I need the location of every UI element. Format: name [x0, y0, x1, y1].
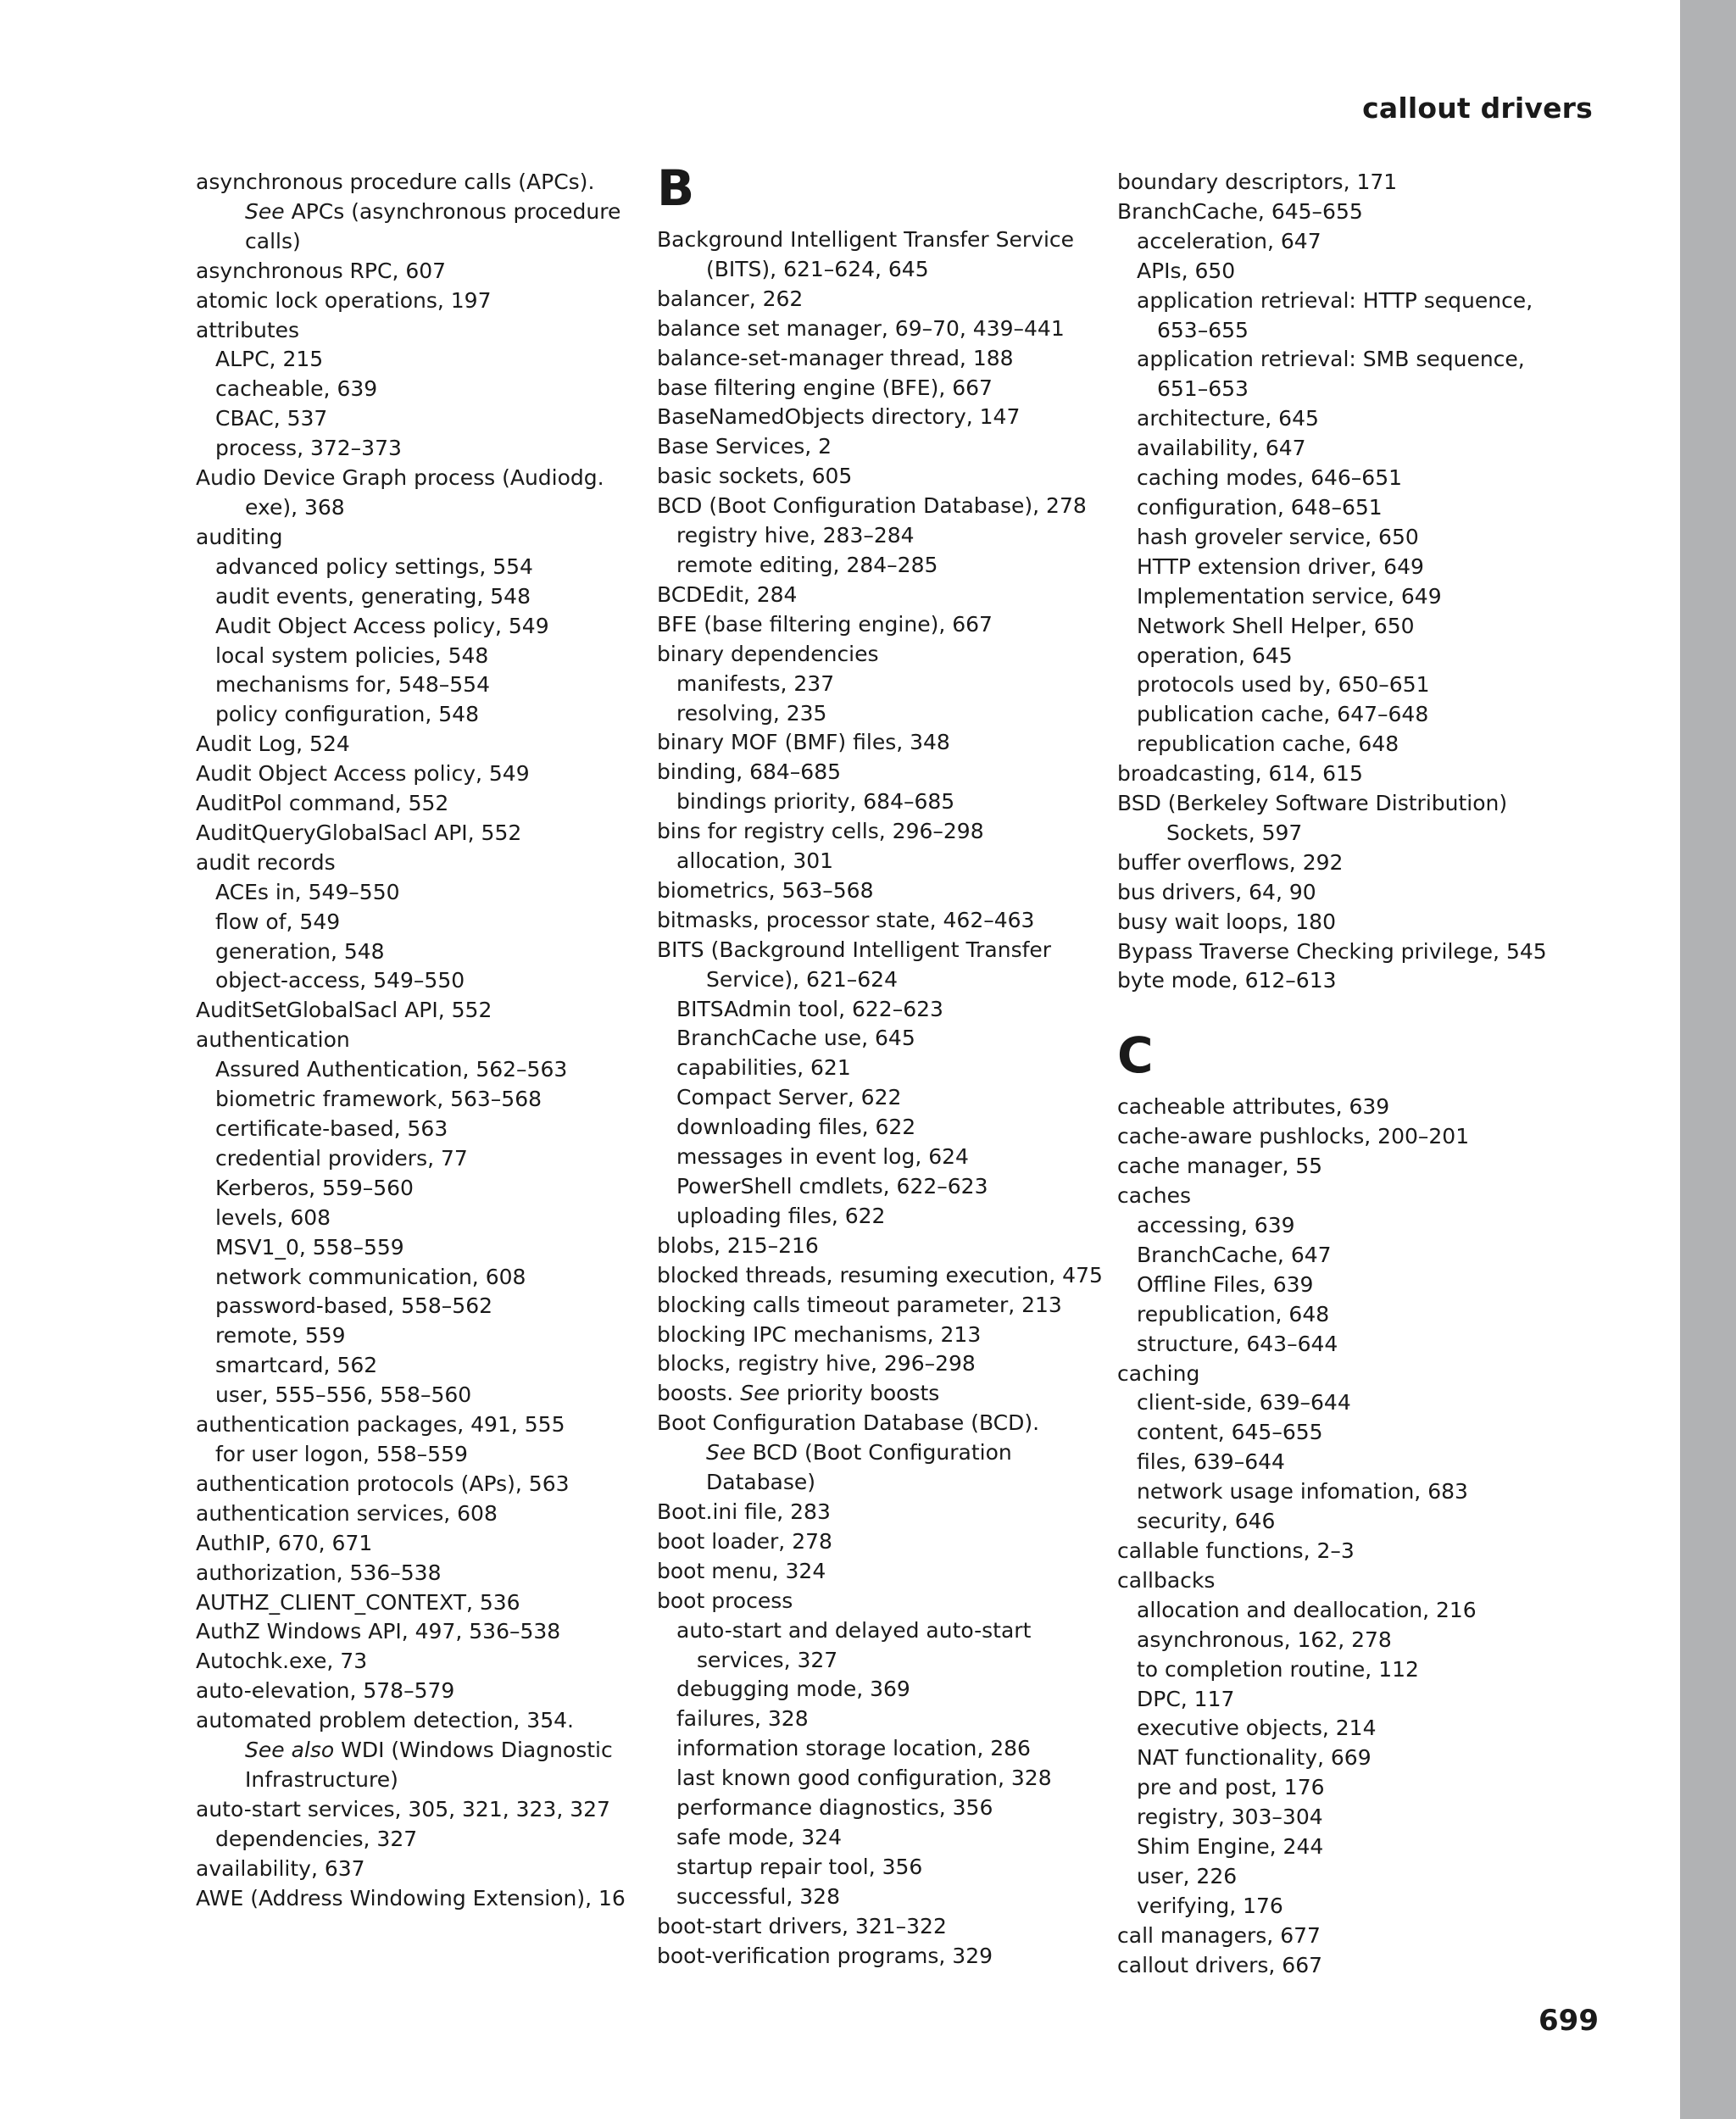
index-entry: Service), 621–624	[706, 966, 898, 992]
index-entry: See also WDI (Windows Diagnostic	[245, 1738, 613, 1763]
index-subentry: Network Shell Helper, 650	[1137, 613, 1415, 638]
index-subentry: registry hive, 283–284	[676, 523, 915, 548]
index-entry: boot menu, 324	[657, 1558, 826, 1583]
index-subentry: smartcard, 562	[215, 1353, 378, 1378]
index-entry: balance set manager, 69–70, 439–441	[657, 315, 1065, 341]
index-subentry: information storage location, 286	[676, 1736, 1031, 1761]
index-entry: blobs, 215–216	[657, 1232, 819, 1258]
index-subentry: bindings priority, 684–685	[676, 789, 955, 815]
index-subentry: failures, 328	[676, 1706, 809, 1732]
index-entry: Infrastructure)	[245, 1766, 398, 1792]
index-entry: AuthZ Windows API, 497, 536–538	[196, 1619, 561, 1644]
index-entry: buffer overflows, 292	[1117, 849, 1344, 875]
index-subentry: operation, 645	[1137, 642, 1293, 668]
index-subentry: object-access, 549–550	[215, 968, 465, 993]
index-entry: BaseNamedObjects directory, 147	[657, 404, 1021, 430]
page-number: 699	[1538, 2004, 1599, 2038]
index-entry: Sockets, 597	[1166, 820, 1303, 845]
index-subentry: Offline Files, 639	[1137, 1271, 1314, 1297]
index-subentry: structure, 643–644	[1137, 1331, 1338, 1356]
index-entry: authentication	[196, 1027, 350, 1053]
index-entry: blocking calls timeout parameter, 213	[657, 1292, 1062, 1317]
index-subentry: security, 646	[1137, 1509, 1276, 1534]
index-subentry: protocols used by, 650–651	[1137, 672, 1430, 698]
index-entry: Boot Configuration Database (BCD).	[657, 1410, 1040, 1436]
index-subentry: DPC, 117	[1137, 1686, 1235, 1711]
index-entry: callout drivers, 667	[1117, 1952, 1323, 1977]
index-subentry: CBAC, 537	[215, 406, 328, 431]
index-subentry: client-side, 639–644	[1137, 1390, 1351, 1415]
index-subentry: cacheable, 639	[215, 376, 378, 402]
index-entry: BFE (base filtering engine), 667	[657, 611, 993, 637]
index-subentry: levels, 608	[215, 1204, 331, 1230]
index-entry: Background Intelligent Transfer Service	[657, 227, 1075, 252]
index-subentry: biometric framework, 563–568	[215, 1087, 542, 1112]
index-entry: atomic lock operations, 197	[196, 287, 492, 313]
index-subentry: capabilities, 621	[676, 1055, 851, 1081]
index-subentry: acceleration, 647	[1137, 228, 1321, 253]
index-subentry: network communication, 608	[215, 1264, 526, 1289]
index-entry: base filtering engine (BFE), 667	[657, 375, 993, 400]
index-subentry: APIs, 650	[1137, 258, 1236, 283]
index-entry: BITS (Background Intelligent Transfer	[657, 937, 1052, 962]
index-entry: binary dependencies	[657, 641, 879, 666]
index-subentry: Audit Object Access policy, 549	[215, 613, 549, 638]
index-entry: boot-start drivers, 321–322	[657, 1913, 947, 1938]
index-subentry: registry, 303–304	[1137, 1805, 1323, 1830]
index-subentry: configuration, 648–651	[1137, 494, 1383, 520]
index-subentry: user, 226	[1137, 1863, 1238, 1888]
index-subentry: availability, 647	[1137, 436, 1306, 461]
index-subentry: publication cache, 647–648	[1137, 702, 1429, 727]
index-subentry: BranchCache, 647	[1137, 1242, 1332, 1267]
index-entry: AuditSetGlobalSacl API, 552	[196, 998, 492, 1023]
index-subentry: debugging mode, 369	[676, 1677, 910, 1702]
index-entry: cacheable attributes, 639	[1117, 1094, 1390, 1120]
index-entry: callbacks	[1117, 1567, 1216, 1593]
index-subentry: 653–655	[1157, 317, 1249, 342]
index-entry: AUTHZ_CLIENT_CONTEXT, 536	[196, 1589, 520, 1615]
index-entry: cache-aware pushlocks, 200–201	[1117, 1124, 1470, 1149]
index-entry: BCD (Boot Configuration Database), 278	[657, 493, 1087, 519]
index-subentry: local system policies, 548	[215, 642, 489, 668]
index-entry: boosts. See priority boosts	[657, 1381, 940, 1406]
index-entry: bus drivers, 64, 90	[1117, 879, 1316, 904]
index-subentry: uploading files, 622	[676, 1203, 886, 1228]
index-entry: boot process	[657, 1588, 793, 1613]
index-entry: Autochk.exe, 73	[196, 1649, 368, 1674]
index-subentry: audit events, generating, 548	[215, 583, 531, 609]
index-subentry: downloading files, 622	[676, 1115, 916, 1140]
index-subentry: republication, 648	[1137, 1301, 1330, 1326]
index-entry: auto-start services, 305, 321, 323, 327	[196, 1796, 610, 1821]
index-subentry: network usage infomation, 683	[1137, 1479, 1468, 1504]
index-subentry: advanced policy settings, 554	[215, 553, 533, 579]
index-entry: BranchCache, 645–655	[1117, 198, 1363, 224]
index-entry: auditing	[196, 524, 283, 549]
index-list-b	[657, 225, 1103, 1971]
index-subentry: Kerberos, 559–560	[215, 1175, 414, 1200]
index-subentry: remote editing, 284–285	[676, 552, 938, 577]
index-entry: binding, 684–685	[657, 759, 842, 785]
index-entry: exe), 368	[245, 494, 345, 520]
index-entry: authentication services, 608	[196, 1500, 498, 1526]
index-subentry: republication cache, 648	[1137, 731, 1399, 757]
index-subentry: for user logon, 558–559	[215, 1441, 468, 1466]
index-entry: authentication protocols (APs), 563	[196, 1471, 570, 1496]
index-entry: Bypass Traverse Checking privilege, 545	[1117, 938, 1547, 964]
index-subentry: application retrieval: HTTP sequence,	[1137, 287, 1533, 313]
index-subentry: NAT functionality, 669	[1137, 1745, 1372, 1771]
index-subentry: executive objects, 214	[1137, 1716, 1377, 1741]
index-subentry: allocation, 301	[676, 848, 834, 874]
index-entry: bitmasks, processor state, 462–463	[657, 907, 1035, 932]
index-entry: balance-set-manager thread, 188	[657, 345, 1014, 370]
index-subentry: generation, 548	[215, 938, 385, 964]
index-subentry: policy configuration, 548	[215, 702, 479, 727]
index-entry: auto-elevation, 578–579	[196, 1678, 455, 1704]
index-subentry: process, 372–373	[215, 436, 402, 461]
index-subentry: accessing, 639	[1137, 1213, 1295, 1237]
index-entry: binary MOF (BMF) files, 348	[657, 730, 950, 755]
index-entry: basic sockets, 605	[657, 464, 853, 489]
index-subentry: hash groveler service, 650	[1137, 524, 1419, 549]
index-subentry: successful, 328	[676, 1883, 840, 1909]
index-subentry: last known good configuration, 328	[676, 1766, 1052, 1791]
index-subentry: content, 645–655	[1137, 1420, 1323, 1445]
index-subentry: remote, 559	[215, 1323, 346, 1349]
index-entry: AWE (Address Windowing Extension), 16	[196, 1885, 626, 1910]
index-entry: blocking IPC mechanisms, 213	[657, 1321, 982, 1347]
index-entry: AuditPol command, 552	[196, 791, 449, 816]
index-subentry: ALPC, 215	[215, 347, 324, 372]
running-head: callout drivers	[1362, 92, 1593, 125]
index-entry: boundary descriptors, 171	[1117, 170, 1398, 194]
index-entry: biometrics, 563–568	[657, 877, 874, 903]
index-subentry: verifying, 176	[1137, 1893, 1283, 1918]
index-entry: boot loader, 278	[657, 1528, 832, 1554]
index-subentry: startup repair tool, 356	[676, 1854, 923, 1879]
index-subentry: mechanisms for, 548–554	[215, 672, 490, 698]
index-entry: availability, 637	[196, 1855, 365, 1881]
index-entry: cache manager, 55	[1117, 1154, 1323, 1179]
index-subentry: MSV1_0, 558–559	[215, 1234, 404, 1260]
index-subentry: allocation and deallocation, 216	[1137, 1597, 1477, 1622]
index-column-3	[1117, 168, 1558, 1981]
index-subentry: flow of, 549	[215, 909, 341, 934]
index-entry: caches	[1117, 1183, 1192, 1209]
index-column-2	[657, 159, 1103, 1971]
index-entry: boot-verification programs, 329	[657, 1943, 993, 1968]
index-subentry: Shim Engine, 244	[1137, 1834, 1324, 1860]
index-subentry: HTTP extension driver, 649	[1137, 553, 1424, 579]
index-subentry: manifests, 237	[676, 670, 835, 696]
index-subentry: 651–653	[1157, 376, 1249, 402]
index-entry: call managers, 677	[1117, 1922, 1321, 1948]
index-subentry: pre and post, 176	[1137, 1775, 1325, 1800]
index-subentry: resolving, 235	[676, 700, 827, 726]
index-subentry: dependencies, 327	[215, 1826, 418, 1851]
index-entry: asynchronous RPC, 607	[196, 258, 447, 283]
index-entry: blocked threads, resuming execution, 475	[657, 1262, 1103, 1288]
index-entry: callable functions, 2–3	[1117, 1538, 1355, 1563]
index-entry: balancer, 262	[657, 286, 804, 311]
index-entry: Audio Device Graph process (Audiodg.	[196, 465, 604, 491]
index-entry: calls)	[245, 228, 301, 253]
index-entry: Audit Object Access policy, 549	[196, 761, 530, 787]
thumb-tab	[1680, 0, 1736, 2119]
index-entry: BSD (Berkeley Software Distribution)	[1117, 791, 1508, 816]
index-entry: Database)	[706, 1470, 816, 1495]
index-subentry: user, 555–556, 558–560	[215, 1382, 472, 1408]
index-subentry: performance diagnostics, 356	[676, 1795, 993, 1821]
index-entry: blocks, registry hive, 296–298	[657, 1351, 976, 1377]
index-subentry: architecture, 645	[1137, 406, 1319, 431]
index-entry: Audit Log, 524	[196, 731, 350, 757]
index-entry: caching	[1117, 1360, 1200, 1386]
index-subentry: safe mode, 324	[676, 1824, 842, 1849]
index-entry: See APCs (asynchronous procedure	[245, 198, 621, 224]
index-subentry: services, 327	[697, 1647, 838, 1672]
section-letter-c: C	[1117, 1026, 1154, 1085]
index-subentry: auto-start and delayed auto-start	[676, 1617, 1032, 1643]
index-list-c	[1117, 1093, 1558, 1980]
index-entry: See BCD (Boot Configuration	[706, 1440, 1012, 1466]
index-subentry: credential providers, 77	[215, 1145, 468, 1171]
index-list-b-continued	[1117, 168, 1558, 996]
index-subentry: files, 639–644	[1137, 1449, 1285, 1475]
index-subentry: Assured Authentication, 562–563	[215, 1057, 568, 1082]
index-subentry: caching modes, 646–651	[1137, 465, 1403, 491]
section-letter-b: B	[657, 159, 695, 217]
index-entry: authentication packages, 491, 555	[196, 1412, 565, 1438]
index-subentry: BranchCache use, 645	[676, 1026, 915, 1051]
index-subentry: application retrieval: SMB sequence,	[1137, 347, 1525, 372]
index-entry: automated problem detection, 354.	[196, 1708, 574, 1733]
index-entry: byte mode, 612–613	[1117, 968, 1337, 993]
index-entry: Boot.ini file, 283	[657, 1499, 831, 1524]
index-entry: (BITS), 621–624, 645	[706, 256, 929, 281]
index-subentry: Implementation service, 649	[1137, 583, 1442, 609]
index-entry: BCDEdit, 284	[657, 581, 798, 607]
index-entry: Base Services, 2	[657, 434, 832, 459]
index-entry: busy wait loops, 180	[1117, 909, 1336, 934]
index-entry: AuthIP, 670, 671	[196, 1530, 373, 1555]
index-subentry: password-based, 558–562	[215, 1293, 493, 1319]
index-subentry: messages in event log, 624	[676, 1144, 969, 1170]
index-column-1	[196, 168, 637, 1913]
index-entry: audit records	[196, 849, 336, 875]
index-subentry: certificate-based, 563	[215, 1116, 448, 1141]
index-entry: asynchronous procedure calls (APCs).	[196, 170, 595, 194]
index-subentry: to completion routine, 112	[1137, 1656, 1419, 1682]
index-entry: AuditQueryGlobalSacl API, 552	[196, 820, 522, 845]
index-subentry: BITSAdmin tool, 622–623	[676, 996, 943, 1021]
index-subentry: asynchronous, 162, 278	[1137, 1627, 1392, 1652]
index-entry: authorization, 536–538	[196, 1560, 442, 1585]
index-entry: bins for registry cells, 296–298	[657, 819, 984, 844]
index-entry: broadcasting, 614, 615	[1117, 761, 1363, 787]
index-subentry: PowerShell cmdlets, 622–623	[676, 1174, 988, 1199]
index-entry: attributes	[196, 317, 300, 342]
index-subentry: Compact Server, 622	[676, 1085, 902, 1110]
index-subentry: ACEs in, 549–550	[215, 879, 400, 904]
